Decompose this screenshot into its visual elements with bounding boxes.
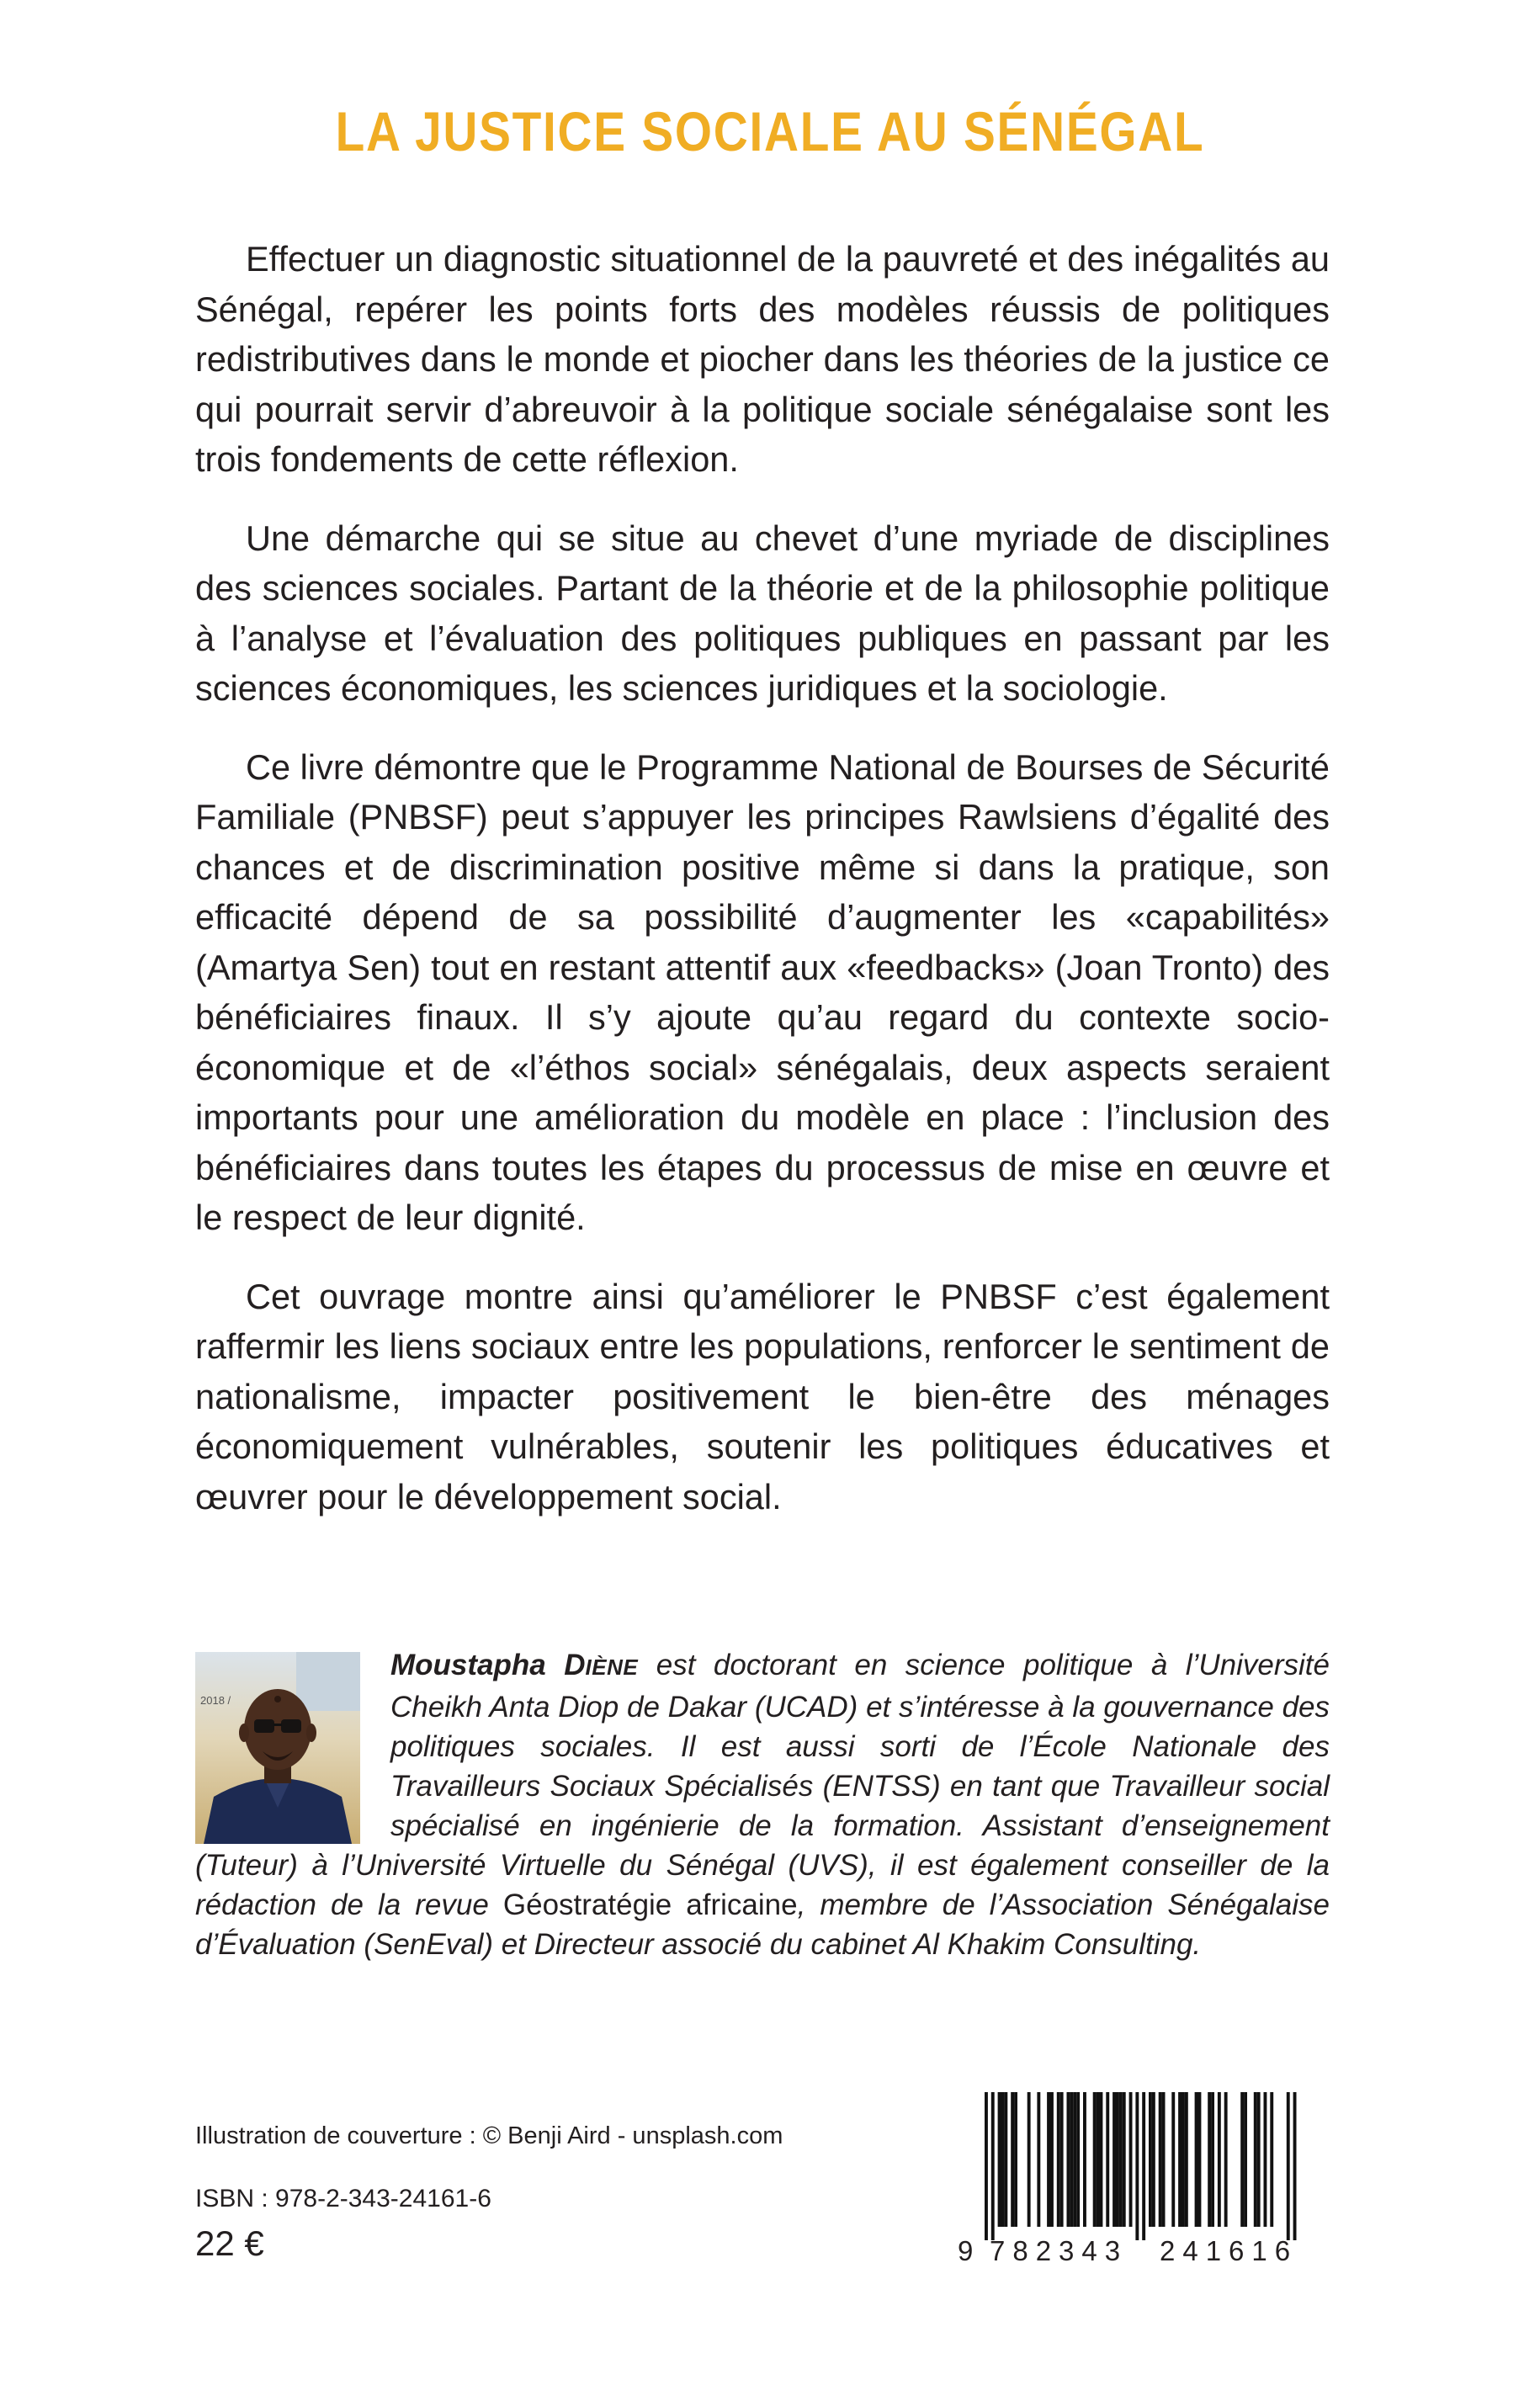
barcode-bar	[1129, 2092, 1133, 2227]
barcode-bar	[1287, 2092, 1290, 2240]
barcode-bar	[1224, 2092, 1228, 2227]
blurb-paragraph-2: Une démarche qui se situe au chevet d’une myriade de disciplines des sciences sociales. Partant de la théorie et de la philosophie politique à l’analyse et l’évaluation des politiques publiques en passant par les sciences économiques, les sciences juridiques et la sociologie.	[195, 518, 1330, 708]
barcode-bar	[1123, 2092, 1126, 2227]
barcode-bar	[1067, 2092, 1070, 2227]
blurb-paragraph-3: Ce livre démontre que le Programme National de Bourses de Sécurité Familiale (PNBSF) peut s’appuyer les principes Rawlsiens d’égalité des chances et de discrimination positive même si dans la pratique, son efficacité dépend de sa possibilité d’augmenter les «capabilités» (Amartya Sen) tout en restant attentif aux «feedbacks» (Joan Tronto) des bénéficiaires finaux. Il s’y ajoute qu’au regard du contexte socio-économique et de «l’éthos social» sénégalais, deux aspects seraient importants pour une amélioration du modèle en place : l’inclusion des bénéficiaires dans toutes les étapes du processus de mise en œuvre et le respect de leur dignité.	[195, 746, 1330, 1237]
barcode-bar	[1047, 2092, 1050, 2227]
barcode-bar	[1083, 2092, 1086, 2227]
cover-illustration-credit: Illustration de couverture : © Benji Aird - unsplash.com	[195, 2122, 783, 2149]
barcode-bar	[1254, 2092, 1257, 2227]
barcode-group-1: 782343	[990, 2235, 1128, 2265]
barcode-bar	[1270, 2092, 1273, 2227]
barcode-bar	[1135, 2092, 1139, 2240]
barcode-bar	[1171, 2092, 1175, 2227]
blurb-paragraph-1: Effectuer un diagnostic situationnel de la pauvreté et des inégalités au Sénégal, repérer les points forts des modèles réussis de politiques redistributives dans le monde et piocher dans les théories de la justice ce qui pourrait servir d’abreuvoir à la politique sociale sénégalaise sont les trois fondements de cette réflexion.	[195, 239, 1330, 479]
barcode-bar	[1116, 2092, 1119, 2227]
barcode-bar	[1211, 2092, 1214, 2227]
barcode-bar	[991, 2092, 995, 2240]
barcode-bar	[1106, 2092, 1109, 2227]
barcode-bar	[1014, 2092, 1017, 2227]
barcode-bar	[1097, 2092, 1100, 2227]
price: 22 €	[195, 2223, 264, 2263]
barcode-first-digit: 9	[958, 2235, 974, 2265]
review-name: Géostratégie africaine	[502, 1888, 798, 1921]
barcode-bar	[998, 2092, 1001, 2227]
barcode-bar	[1178, 2092, 1182, 2227]
barcode-bar	[1076, 2092, 1080, 2227]
barcode-bar	[1100, 2092, 1103, 2227]
barcode-bar	[1162, 2092, 1166, 2227]
barcode-bar	[1050, 2092, 1054, 2227]
barcode-bar	[1060, 2092, 1064, 2227]
barcode-bar	[1264, 2092, 1267, 2227]
barcode-bar	[1152, 2092, 1155, 2227]
author-last-name-initial: D	[564, 1649, 586, 1681]
barcode-bar	[1113, 2092, 1116, 2227]
barcode-bar	[1119, 2092, 1123, 2227]
isbn: ISBN : 978-2-343-24161-6	[195, 2185, 491, 2212]
barcode-bar	[1028, 2092, 1031, 2227]
barcode-bar	[1037, 2092, 1040, 2227]
barcode-bar	[1218, 2092, 1221, 2227]
barcode-bar	[1185, 2092, 1188, 2227]
author-bio-part1: est doctorant en science politique à l’Université Cheikh Anta Diop de Dakar (UCAD) et s’intéresse à la gouvernance des politiques sociales. Il est aussi sorti de l’École Nationale des Travailleurs Sociaux Spécialisés (ENTSS) en tant que Travailleur social spécialisé en ingénierie de la formation. Assistant d’enseignement (Tuteur) à l’Université Virtuelle du Sénégal (UVS), il est également conseiller de la rédaction de la revue	[195, 1649, 1330, 1921]
barcode-bar	[1057, 2092, 1060, 2227]
barcode-bar	[1011, 2092, 1014, 2227]
barcode-bar	[1159, 2092, 1162, 2227]
author-bio	[195, 1645, 1330, 1964]
barcode-bar	[1142, 2092, 1145, 2240]
barcode-bar	[1004, 2092, 1007, 2227]
barcode-bar	[1244, 2092, 1247, 2227]
barcode-bar	[1070, 2092, 1073, 2227]
author-last-name-rest: IÈNE	[585, 1655, 639, 1680]
book-title: LA JUSTICE SOCIALE AU SÉNÉGAL	[335, 100, 1205, 162]
barcode-bar	[1073, 2092, 1076, 2227]
barcode-bar	[1198, 2092, 1202, 2227]
barcode-bar	[1240, 2092, 1244, 2227]
barcode-group-2: 241616	[1160, 2235, 1298, 2265]
barcode-bar	[1001, 2092, 1005, 2227]
barcode-graphic	[953, 2089, 1331, 2265]
barcode	[953, 2089, 1331, 2265]
barcode-bar	[1182, 2092, 1185, 2227]
blurb-paragraph-4: Cet ouvrage montre ainsi qu’améliorer le PNBSF c’est également raffermir les liens sociaux entre les populations, renforcer le sentiment de nationalisme, impacter positivement le bien-être des ménages économiquement vulnérables, soutenir les politiques éducatives et œuvrer pour le développement social.	[195, 1276, 1330, 1517]
back-cover-blurb	[195, 234, 1330, 1550]
author-photo	[195, 1652, 360, 1844]
barcode-bar	[985, 2092, 988, 2240]
author-bio-part2: , membre de l’Association Sénégalaise d’Évaluation (SenEval) et Directeur associé du cabinet Al Khakim Consulting.	[195, 1888, 1330, 1961]
barcode-bar	[1093, 2092, 1097, 2227]
barcode-bar	[1149, 2092, 1152, 2227]
barcode-bar	[1293, 2092, 1297, 2240]
barcode-bar	[1208, 2092, 1211, 2227]
barcode-bar	[1195, 2092, 1198, 2227]
photo-banner-text: 2018 /	[200, 1694, 231, 1707]
author-name	[390, 1649, 638, 1681]
author-first-name: Moustapha	[390, 1649, 546, 1681]
barcode-bar	[1257, 2092, 1261, 2227]
